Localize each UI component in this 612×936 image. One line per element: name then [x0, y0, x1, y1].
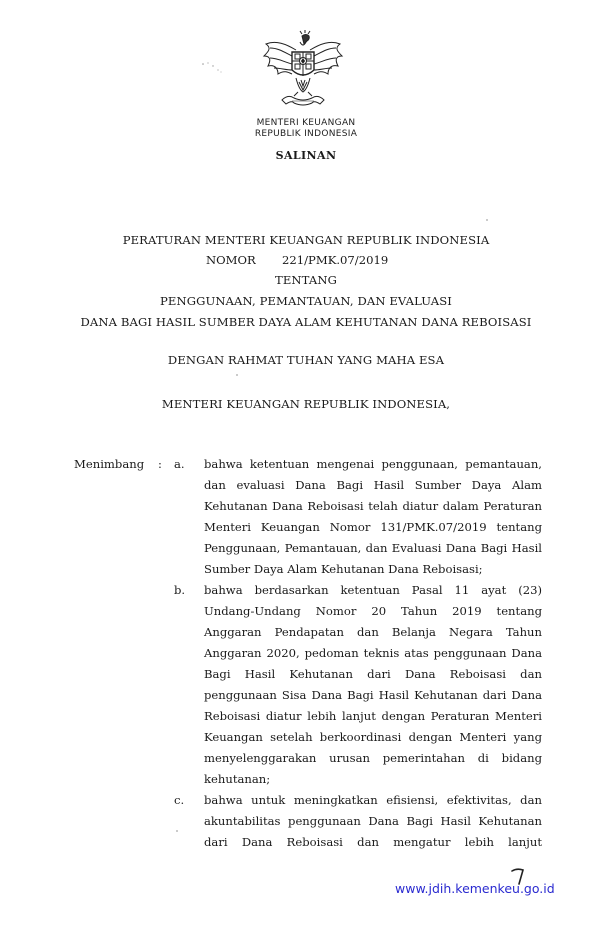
ministry-name-line1: MENTERI KEUANGAN — [256, 118, 356, 128]
subject-line-2: DANA BAGI HASIL SUMBER DAYA ALAM KEHUTANAN DANA REBOISASI — [80, 315, 532, 329]
jdih-website-link[interactable]: www.jdih.kemenkeu.go.id — [395, 881, 555, 896]
item-a-line: bahwa ketentuan mengenai penggunaan, pemantauan, — [204, 457, 542, 471]
item-a-line: Penggunaan, Pemantauan, dan Evaluasi Dana Bagi Hasil — [204, 541, 542, 555]
scan-dot — [176, 830, 178, 832]
item-b-line: penggunaan Sisa Dana Bagi Hasil Kehutanan dari Dana — [204, 688, 542, 702]
item-c-line: akuntabilitas penggunaan Dana Bagi Hasil Kehutanan — [204, 814, 542, 828]
garuda-emblem-icon — [258, 30, 348, 112]
copy-label: SALINAN — [275, 149, 337, 162]
nomor-label: NOMOR — [206, 253, 256, 267]
scan-speck-mark — [200, 60, 224, 74]
item-letter-b: b. — [174, 583, 186, 597]
item-a-line: Menteri Keuangan Nomor 131/PMK.07/2019 tentang — [204, 520, 542, 534]
ministry-name-line2: REPUBLIK INDONESIA — [254, 129, 358, 139]
item-a-line: Kehutanan Dana Reboisasi telah diatur dalam Peraturan — [204, 499, 542, 513]
menimbang-label: Menimbang — [74, 457, 145, 471]
item-a-line: dan evaluasi Dana Bagi Hasil Sumber Daya Alam — [204, 478, 542, 492]
regulation-title: PERATURAN MENTERI KEUANGAN REPUBLIK INDONESIA — [122, 233, 490, 247]
item-b-line: Anggaran Pendapatan dan Belanja Negara Tahun — [204, 625, 542, 639]
item-c-line: dari Dana Reboisasi dan mengatur lebih lanjut — [204, 835, 542, 849]
item-letter-c: c. — [174, 793, 185, 807]
menimbang-colon: : — [158, 457, 162, 471]
item-b-line: Undang-Undang Nomor 20 Tahun 2019 tentang — [204, 604, 542, 618]
item-b-line: kehutanan; — [204, 772, 271, 786]
tentang-label: TENTANG — [275, 273, 337, 287]
item-a-line: Sumber Daya Alam Kehutanan Dana Reboisasi; — [204, 562, 483, 576]
rahmat-line: DENGAN RAHMAT TUHAN YANG MAHA ESA — [167, 353, 445, 367]
item-b-line: Bagi Hasil Kehutanan dari Dana Reboisasi dan — [204, 667, 542, 681]
scan-dot — [236, 374, 238, 376]
nomor-value: 221/PMK.07/2019 — [282, 253, 389, 267]
subject-line-1: PENGGUNAAN, PEMANTAUAN, DAN EVALUASI — [160, 294, 452, 308]
scan-dot — [486, 219, 488, 221]
item-b-line: Reboisasi diatur lebih lanjut dengan Peraturan Menteri — [204, 709, 542, 723]
regulation-number — [206, 253, 388, 267]
item-b-line: bahwa berdasarkan ketentuan Pasal 11 ayat (23) — [204, 583, 542, 597]
item-b-line: Keuangan setelah berkoordinasi dengan Menteri yang — [204, 730, 542, 744]
item-c-line: bahwa untuk meningkatkan efisiensi, efektivitas, dan — [204, 793, 542, 807]
item-b-line: menyelenggarakan urusan pemerintahan di bidang — [204, 751, 542, 765]
item-letter-a: a. — [174, 457, 185, 471]
issuer-line: MENTERI KEUANGAN REPUBLIK INDONESIA, — [161, 397, 451, 411]
item-b-line: Anggaran 2020, pedoman teknis atas penggunaan Dana — [204, 646, 542, 660]
